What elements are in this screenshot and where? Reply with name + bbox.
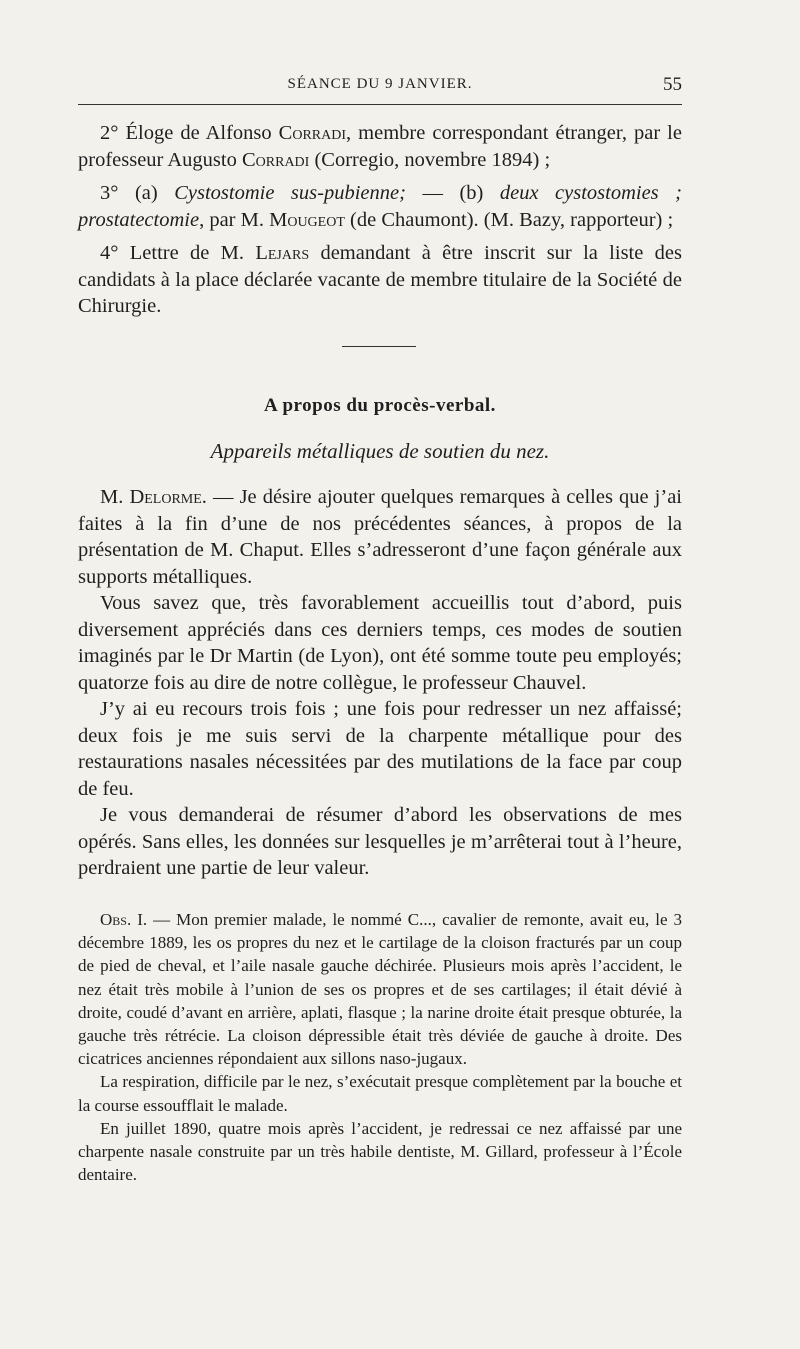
section-title: A propos du procès-verbal. [264,395,496,416]
header-rule [78,104,682,105]
page-number: 55 [663,74,682,95]
main-text [78,484,682,882]
observation-label: Obs. I. [100,910,148,929]
list-item-2: 2° Éloge de Alfonso Corradi, membre correspondant étranger, par le professeur Augusto Corradi (Corregio, novembre 1894) ; [78,122,682,171]
section-divider [342,346,416,347]
paragraph-2: Vous savez que, très favorablement accueillis tout d’abord, puis diversement appréciés dans ces derniers temps, ces modes de soutien imaginés par le Dr Martin (de Lyon), ont été somme toute peu employés; quatorze fois au dire de notre collègue, le professeur Chauvel. [78,592,682,694]
observation-paragraph-3: En juillet 1890, quatre mois après l’accident, je redressai ce nez affaissé par une charpente nasale construite par un très habile dentiste, M. Gillard, professeur à l’École dentaire. [78,1118,682,1185]
paragraph-3: J’y ai eu recours trois fois ; une fois pour redresser un nez affaissé; deux fois je me suis servi de la charpente métallique pour des restaurations nasales nécessitées par des mutilations de la face par coup de feu. [78,698,682,800]
observation-block [78,908,682,1186]
correspondence-list [78,120,682,320]
list-item-3: 3° (a) Cystostomie sus-pubienne; — (b) deux cystostomies ; prostatectomie, par M. Mougeot (de Chaumont). (M. Bazy, rapporteur) ; [78,182,682,231]
observation-paragraph-2: La respiration, difficile par le nez, s’exécutait presque complètement par la bouche et la course essoufflait le malade. [78,1072,682,1115]
running-title: SÉANCE DU 9 JANVIER. [287,76,473,92]
list-item-4: 4° Lettre de M. Lejars demandant à être inscrit sur la liste des candidats à la place déclarée vacante de membre titulaire de la Société de Chirurgie. [78,242,682,317]
paragraph-1: M. Delorme. — Je désire ajouter quelques remarques à celles que j’ai faites à la fin d’une de nos précédentes séances, à propos de la présentation de M. Chaput. Elles s’adresseront d’une façon générale aux supports métalliques. [78,486,682,588]
section-subtitle: Appareils métalliques de soutien du nez. [210,439,550,463]
observation-paragraph-1: Obs. I. — Mon premier malade, le nommé C..., cavalier de remonte, avait eu, le 3 décembre 1889, les os propres du nez et le cartilage de la cloison fracturés par un coup de pied de cheval, et l’aile nasale gauche déchirée. Plusieurs mois après l’accident, le nez était très mobile à l’union de ses os propres et de ses cartilages; il était dévié à droite, coudé d’avant en arrière, aplati, flasque ; la narine droite était presque obturée, la gauche très rétrécie. La cloison dépressible était très déviée de gauche à droite. Des cicatrices anciennes répondaient aux sillons naso-jugaux. [78,910,682,1069]
page-header [78,74,682,98]
paragraph-4: Je vous demanderai de résumer d’abord les observations de mes opérés. Sans elles, les données sur lesquelles je m’arrêterai tout à l’heure, perdraient une partie de leur valeur. [78,804,682,879]
